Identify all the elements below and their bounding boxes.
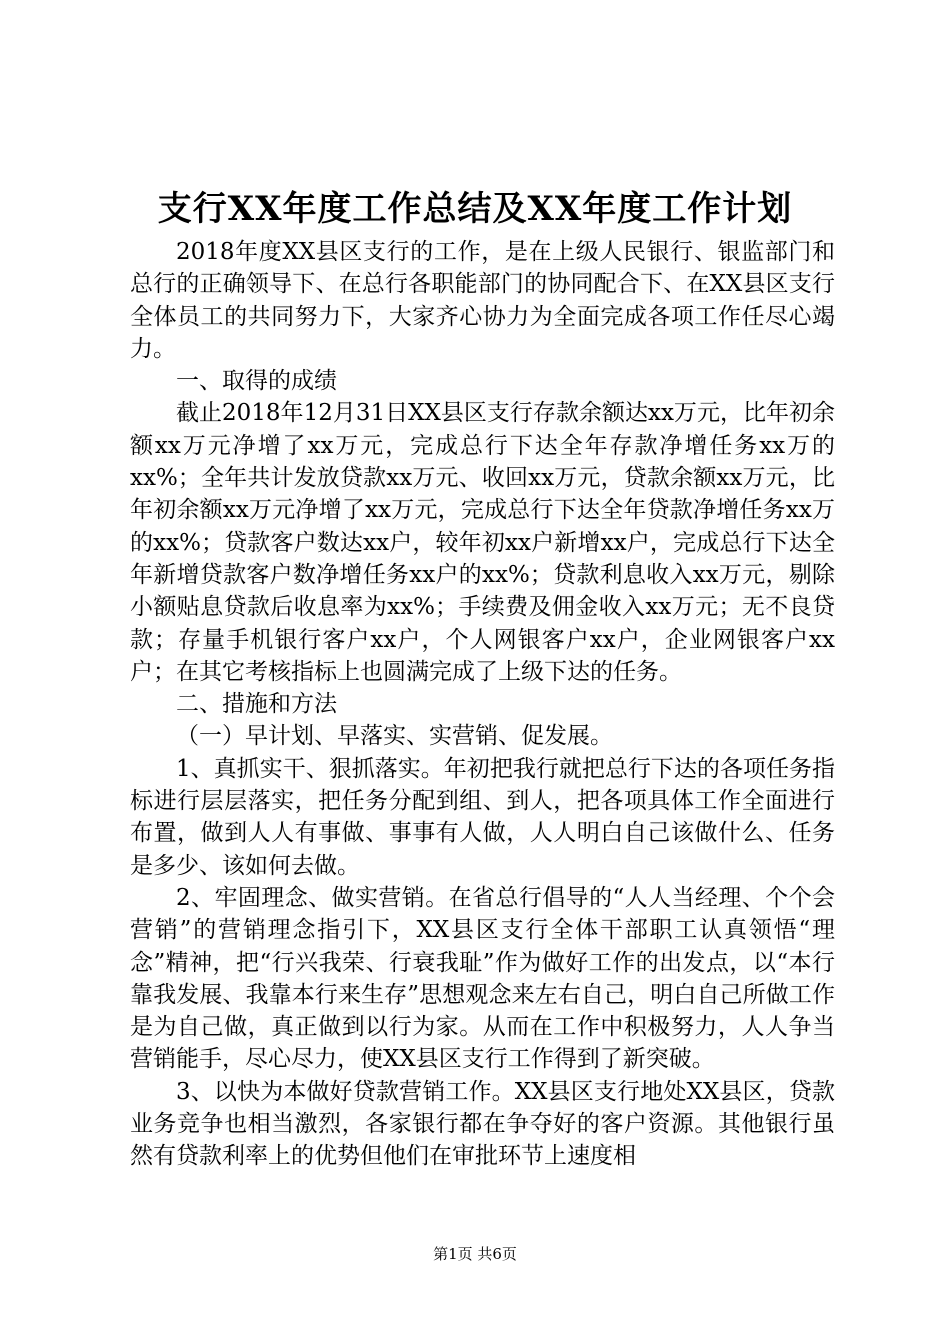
paragraph-item-2: 2、牢固理念、做实营销。在省总行倡导的“人人当经理、个个会营销”的营销理念指引下，XX县区支行全体干部职工认真领悟“理念”精神，把“行兴我荣、行衰我耻”作为做好工作的出发点，以“本行靠我发展、我靠本行来生存”思想观念来左右自己，明白自己所做工作是为自己做，真正做到以行为家。从而在工作中积极努力，人人争当营销能手，尽心尽力，使XX县区支行工作得到了新突破。 [130,884,835,1073]
section-heading-measures: 二、措施和方法 [176,691,337,718]
document-body [130,236,835,1173]
section-heading-achievements: 一、取得的成绩 [176,368,337,395]
paragraph-intro: 2018年度XX县区支行的工作，是在上级人民银行、银监部门和总行的正确领导下、在总行各职能部门的协同配合下、在XX县区支行全体员工的共同努力下，大家齐心协力为全面完成各项工作任尽心竭力。 [130,239,835,362]
page-footer: 第1页 共6页 [433,1245,517,1263]
paragraph-item-1: 1、真抓实干、狠抓落实。年初把我行就把总行下达的各项任务指标进行层层落实，把任务分配到组、到人，把各项具体工作全面进行布置，做到人人有事做、事事有人做，人人明白自己该做什么、任务是多少、该如何去做。 [130,755,835,879]
paragraph-item-3: 3、以快为本做好贷款营销工作。XX县区支行地处XX县区，贷款业务竞争也相当激烈，各家银行都在争夺好的客户资源。其他银行虽然有贷款利率上的优势但他们在审批环节上速度相 [130,1078,835,1170]
subsection-heading-1: （一）早计划、早落实、实营销、促发展。 [176,723,613,750]
document-title: 支行XX年度工作总结及XX年度工作计划 [157,189,793,229]
paragraph-achievements: 截止2018年12月31日XX县区支行存款余额达xx万元，比年初余额xx万元净增了xx万元，完成总行下达全年存款净增任务xx万的xx%；全年共计发放贷款xx万元、收回xx万元，贷款余额xx万元，比年初余额xx万元净增了xx万元，完成总行下达全年贷款净增任务xx万的xx%；贷款客户数达xx户，较年初xx户新增xx户，完成总行下达全年新增贷款客户数净增任务xx户的xx%；贷款利息收入xx万元，剔除小额贴息贷款后收息率为xx%；手续费及佣金收入xx万元；无不良贷款；存量手机银行客户xx户，个人网银客户xx户，企业网银客户xx户；在其它考核指标上也圆满完成了上级下达的任务。 [130,400,835,685]
